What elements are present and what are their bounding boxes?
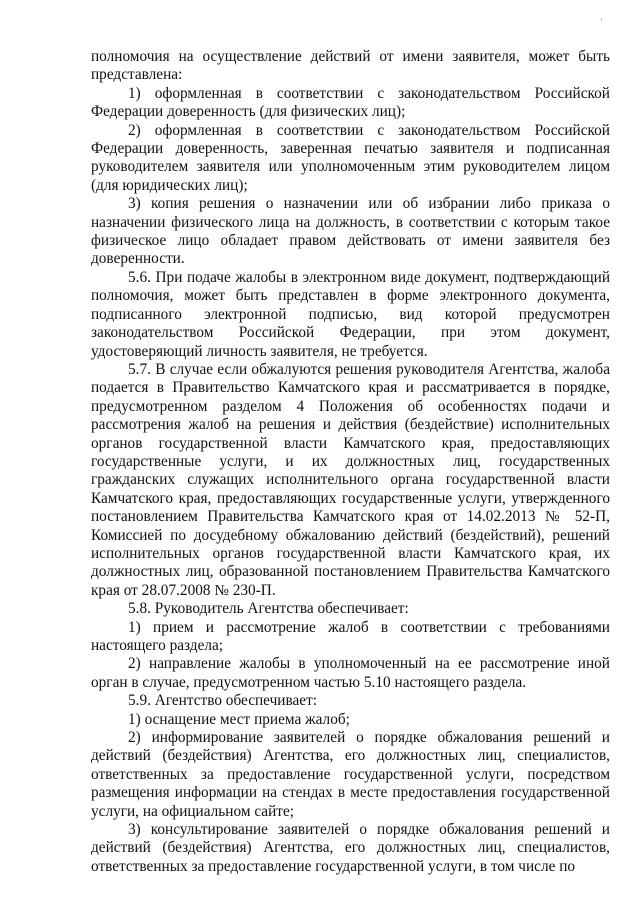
paragraph-5-8-item-1: 1) прием и рассмотрение жалоб в соответствии с требованиями настоящего раздела; bbox=[91, 618, 610, 654]
paragraph-5-7: 5.7. В случае если обжалуются решения руководителя Агентства, жалоба подается в Правительство Камчатского края и рассматривается в порядке, предусмотренном разделом 4 Положения об особенностях подачи и рассмотрения жалоб на решения и действия (бездействие) исполнительных органов государственной власти Камчатского края, предоставляющих государственные услуги, и их должностных лиц, государственных гражданских служащих исполнительного органа государственной власти Камчатского края, предоставляющих государственные услуги, утвержденного постановлением Правительства Камчатского края от 14.02.2013 № 52-П, Комиссией по досудебному обжалованию действий (бездействий), решений исполнительных органов государственной власти Камчатского края, их должностных лиц, образованной постановлением Правительства Камчатского края от 28.07.2008 № 230-П. bbox=[91, 360, 610, 599]
paragraph-5-6: 5.6. При подаче жалобы в электронном виде документ, подтверждающий полномочия, может быть представлен в форме электронного документа, подписанного электронной подписью, вид которой предусмотрен законодательством Российской Федерации, при этом документ, удостоверяющий личность заявителя, не требуется. bbox=[91, 268, 610, 360]
paragraph-item-1: 1) оформленная в соответствии с законодательством Российской Федерации доверенность (для физических лиц); bbox=[91, 84, 610, 121]
paragraph-continuation: полномочия на осуществление действий от имени заявителя, может быть представлена: bbox=[91, 48, 610, 84]
paragraph-item-2: 2) оформленная в соответствии с законодательством Российской Федерации доверенность, заверенная печатью заявителя и подписанная руководителем заявителя или уполномоченным этим руководителем лицом (для юридических лиц); bbox=[91, 121, 610, 194]
paragraph-item-3: 3) копия решения о назначении или об избрании либо приказа о назначении физического лица на должность, в соответствии с которым такое физическое лицо обладает правом действовать от имени заявителя без доверенности. bbox=[91, 195, 610, 268]
paragraph-5-9: 5.9. Агентство обеспечивает: bbox=[128, 692, 318, 710]
paragraph-5-9-item-2: 2) информирование заявителей о порядке обжалования решений и действий (бездействия) Агентства, его должностных лиц, специалистов, ответственных за предоставление государственной услуги, посредством размещения информации на стендах в месте предоставления государственной услуги, на официальном сайте; bbox=[91, 729, 610, 820]
paragraph-5-9-item-1: 1) оснащение мест приема жалоб; bbox=[128, 710, 350, 728]
paragraph-5-9-item-3: 3) консультирование заявителей о порядке обжалования решений и действий (бездействия) Агентства, его должностных лиц, специалистов, ответственных за предоставление государственной услуги, в том числе по bbox=[91, 821, 610, 875]
document-body bbox=[91, 48, 610, 876]
scan-artifact bbox=[601, 18, 602, 21]
paragraph-5-8-item-2: 2) направление жалобы в уполномоченный на ее рассмотрение иной орган в случае, предусмотренном частью 5.10 настоящего раздела. bbox=[91, 655, 610, 691]
paragraph-5-8: 5.8. Руководитель Агентства обеспечивает: bbox=[128, 600, 409, 618]
